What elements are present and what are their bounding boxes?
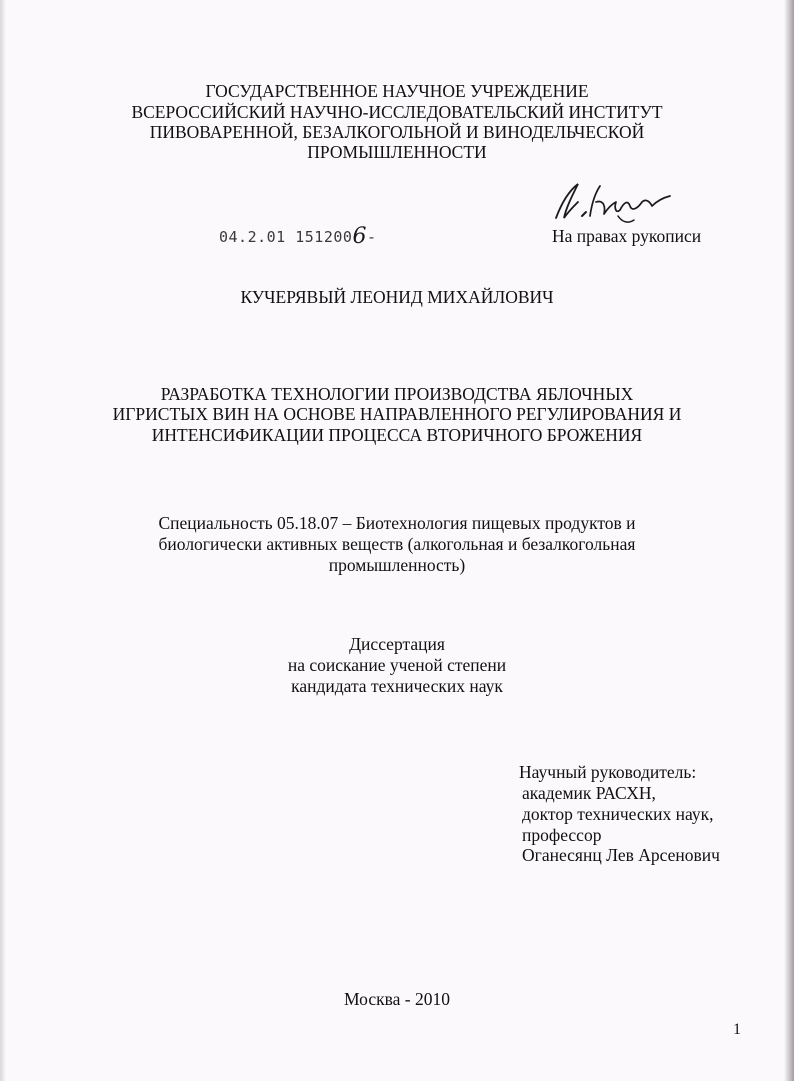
specialty-line-2: биологически активных веществ (алкогольная и безалкогольная [158,534,636,554]
supervisor-line-3: доктор технических наук, [522,804,714,824]
title-line-1: РАЗРАБОТКА ТЕХНОЛОГИИ ПРОИЗВОДСТВА ЯБЛОЧНЫХ [160,384,634,404]
institution-line-1: ГОСУДАРСТВЕННОЕ НАУЧНОЕ УЧРЕЖДЕНИЕ [205,81,589,101]
supervisor-line-1: Научный руководитель: [519,762,697,782]
institution-line-2: ВСЕРОССИЙСКИЙ НАУЧНО-ИССЛЕДОВАТЕЛЬСКИЙ ИНСТИТУТ [131,102,663,122]
signature [548,172,678,228]
dissertation-line-3: кандидата технических наук [291,676,503,696]
city-year: Москва - 2010 [344,989,450,1009]
supervisor-line-2: академик РАСХН, [522,783,656,803]
supervisor-line-4: профессор [522,825,602,845]
supervisor-line-5: Оганесянц Лев Арсенович [522,845,720,865]
dissertation-line-1: Диссертация [349,634,445,654]
stamp-handwritten-digit: 6 [352,224,367,249]
manuscript-note: На правах рукописи [552,226,702,246]
title-line-2: ИГРИСТЫХ ВИН НА ОСНОВЕ НАПРАВЛЕННОГО РЕГУЛИРОВАНИЯ И [112,404,682,424]
stamp-number: 04.2.01 151200 [219,228,353,246]
institution-line-4: ПРОМЫШЛЕННОСТИ [307,142,487,162]
institution-line-3: ПИВОВАРЕННОЙ, БЕЗАЛКОГОЛЬНОЙ И ВИНОДЕЛЬЧЕСКОЙ [149,122,645,142]
registration-stamp [219,224,376,249]
specialty-line-3: промышленность) [328,555,466,575]
title-line-3: ИНТЕНСИФИКАЦИИ ПРОЦЕССА ВТОРИЧНОГО БРОЖЕНИЯ [151,425,643,445]
page-number: 1 [733,1021,741,1038]
stamp-mark: - [366,228,377,246]
specialty-line-1: Специальность 05.18.07 – Биотехнология пищевых продуктов и [158,513,636,533]
dissertation-line-2: на соискание ученой степени [287,655,507,675]
author-name: КУЧЕРЯВЫЙ ЛЕОНИД МИХАЙЛОВИЧ [240,287,554,307]
